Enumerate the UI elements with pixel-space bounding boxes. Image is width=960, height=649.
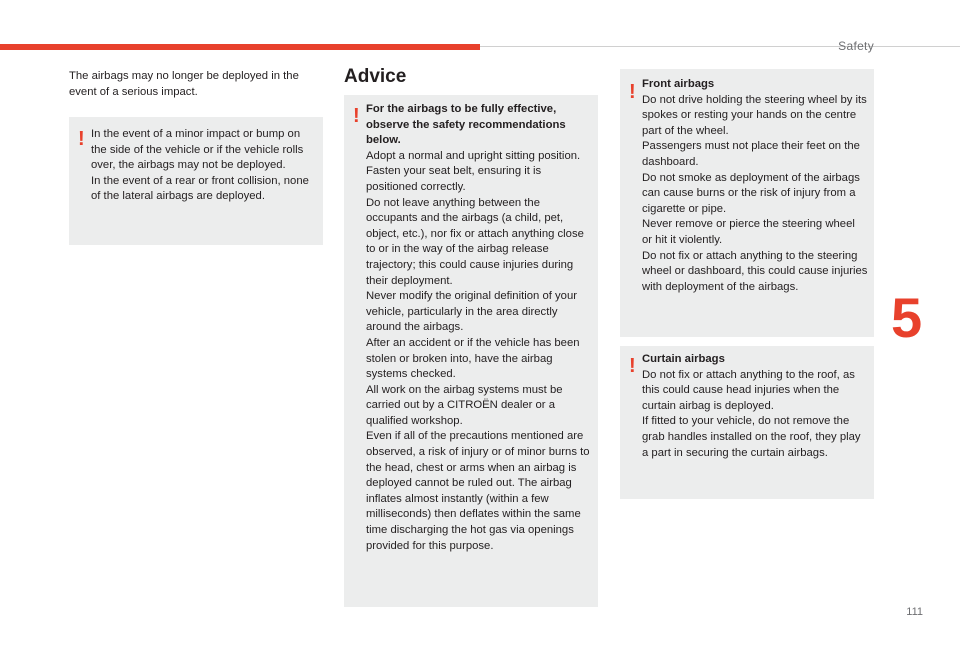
warning-box-lateral-airbags [69, 117, 323, 245]
front-airbags-line: Never remove or pierce the steering wheel or hit it violently. [642, 218, 855, 246]
warning-line: In the event of a minor impact or bump on the side of the vehicle or if the vehicle rolls over, the airbags may not be deployed. [91, 128, 304, 172]
curtain-airbags-line: If fitted to your vehicle, do not remove the grab handles installed on the roof, they play a part in securing the curtain airbags. [642, 415, 861, 459]
front-airbags-line: Do not drive holding the steering wheel by its spokes or resting your hands on the centre part of the wheel. [642, 93, 867, 137]
front-airbags-line: Do not fix or attach anything to the steering wheel or dashboard, this could cause injuries with deployment of the airbags. [642, 249, 868, 293]
curtain-airbags-line: Do not fix or attach anything to the roof, as this could cause head injuries when the curtain airbag is deployed. [642, 368, 855, 412]
front-airbags-line: Do not smoke as deployment of the airbags can cause burns or the risk of injury from a cigarette or pipe. [642, 171, 860, 215]
chapter-number: 5 [891, 286, 923, 349]
intro-paragraph: The airbags may no longer be deployed in the event of a serious impact. [69, 70, 299, 98]
header-accent-bar [0, 44, 480, 50]
warning-line: In the event of a rear or front collision, none of the lateral airbags are deployed. [91, 174, 309, 203]
front-airbags-title: Front airbags [642, 78, 715, 90]
page-number: 111 [906, 606, 923, 618]
advice-heading: Advice [344, 66, 407, 87]
warning-icon: ! [353, 105, 360, 127]
header-rule [480, 46, 960, 47]
warning-box-curtain-airbags [620, 346, 874, 499]
warning-box-advice [344, 95, 598, 607]
advice-line: Even if all of the precautions mentioned are observed, a risk of injury or of minor burns to the head, chest or arms when an airbag is deployed cannot be ruled out. The airbag inflates almost instantly (within a few milliseconds) then deflates within the same time discharging the hot gas via openings provided for this purpose. [366, 430, 590, 552]
warning-icon: ! [78, 128, 85, 150]
advice-line: Never modify the original definition of your vehicle, particularly in the area directly around the airbags. [366, 290, 577, 334]
advice-line: Adopt a normal and upright sitting position. [366, 149, 581, 162]
warning-box-front-airbags [620, 69, 874, 337]
advice-line: After an accident or if the vehicle has been stolen or broken into, have the airbag systems checked. [366, 336, 580, 381]
warning-icon: ! [629, 355, 636, 377]
advice-line: Fasten your seat belt, ensuring it is positioned correctly. [366, 165, 542, 193]
advice-line: All work on the airbag systems must be carried out by a CITROËN dealer or a qualified workshop. [366, 383, 563, 427]
advice-title: For the airbags to be fully effective, observe the safety recommendations below. [366, 103, 566, 147]
front-airbags-line: Passengers must not place their feet on the dashboard. [642, 140, 860, 168]
warning-icon: ! [629, 81, 636, 103]
section-title: Safety [838, 39, 874, 53]
curtain-airbags-title: Curtain airbags [642, 353, 725, 365]
advice-line: Do not leave anything between the occupants and the airbags (a child, pet, object, etc.), nor fix or attach anything close to or in the way of the airbag release trajectory; this could cause injuries during their deployment. [366, 196, 584, 287]
